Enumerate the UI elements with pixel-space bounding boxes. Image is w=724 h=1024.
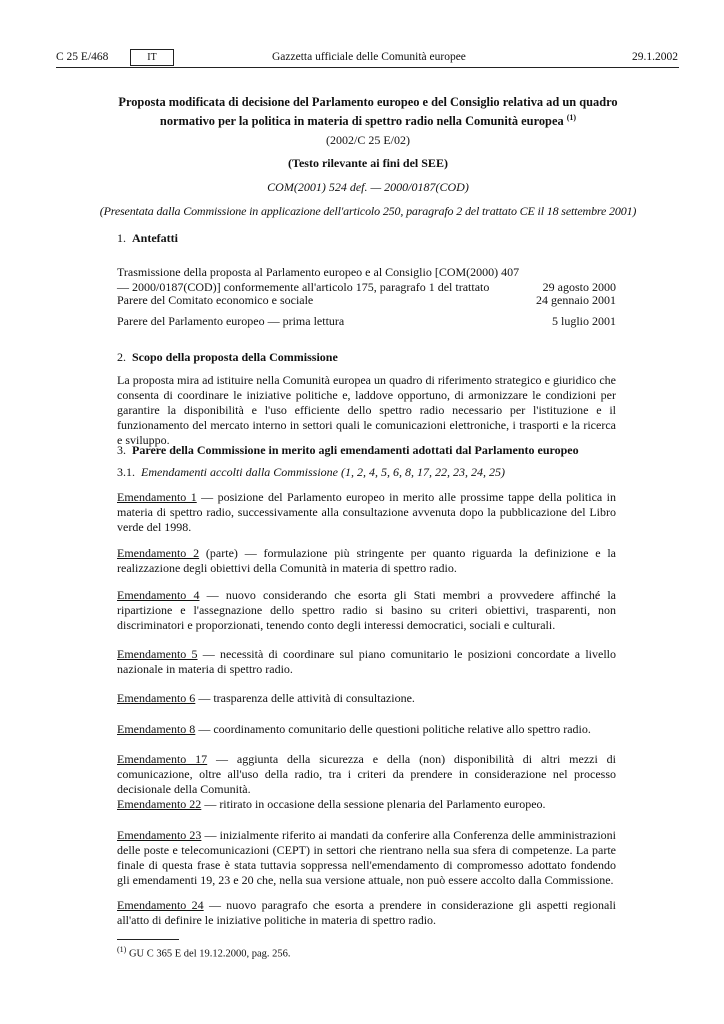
- amendment-label: Emendamento 8: [117, 722, 196, 736]
- amendment-item: Emendamento 23 — inizialmente riferito ai mandati da conferire alla Conferenza delle amministrazioni delle poste e telecomunicazioni (CEPT) in settori che rientrano nella sua sfera di competenze. La parte finale di questa frase è stata tuttavia soppressa nell'emendamento di compromesso adottato fondendo gli emendamenti 19, 23 e 20 che, nella sua versione attuale, non può essere accolto dalla Commissione.: [117, 828, 617, 887]
- document-number: (2002/C 25 E/02): [326, 133, 410, 147]
- amendment-label: Emendamento 24: [117, 898, 204, 912]
- amendment-item: Emendamento 17 — aggiunta della sicurezza e della (non) disponibilità di altri mezzi di comunicazione, oltre all'uso della radio, tra i criteri da prendere in considerazione nel processo decisionale della Comunità.: [117, 752, 616, 796]
- section-2-heading: 2. Scopo della proposta della Commissione: [117, 350, 338, 364]
- procedure-row: Parere del Comitato economico e sociale 24 gennaio 2001: [117, 293, 616, 307]
- amendment-label: Emendamento 6: [117, 691, 196, 705]
- amendment-label: Emendamento 1: [117, 490, 197, 504]
- section-1-heading: 1. Antefatti: [117, 231, 178, 245]
- amendment-label: Emendamento 4: [117, 588, 200, 602]
- section-3-heading: 3. Parere della Commissione in merito agli emendamenti adottati dal Parlamento europeo: [117, 443, 579, 457]
- journal-title: Gazzetta ufficiale delle Comunità europee: [272, 51, 466, 63]
- footnote-rule: [117, 939, 179, 940]
- amendment-item: Emendamento 24 — nuovo paragrafo che esorta a prendere in considerazione gli aspetti regionali all'atto di definire le iniziative politiche in materia di spettro radio.: [117, 898, 617, 927]
- amendment-label: Emendamento 2: [117, 546, 200, 560]
- amendment-item: Emendamento 1 — posizione del Parlamento europeo in merito alle prossime tappe della politica in materia di spettro radio, successivamente alla consultazione avvenuta dopo la pubblicazione del Libro verde del 1998.: [117, 490, 617, 534]
- amendment-item: Emendamento 4 — nuovo considerando che esorta gli Stati membri a provvedere affinché la ripartizione e l'assegnazione dello spettro radio si basino su criteri obiettivi, trasparenti, non discriminatori e proporzionati, tenendo conto degli interessi democratici, sociali e culturali.: [117, 588, 617, 632]
- subsection-heading: 3.1. Emendamenti accolti dalla Commissione (1, 2, 4, 5, 6, 8, 17, 22, 23, 24, 25): [117, 465, 505, 479]
- amendment-label: Emendamento 22: [117, 797, 202, 811]
- section-2-text: La proposta mira ad istituire nella Comunità europea un quadro di riferimento strategico e giuridico che consenta di coordinare le iniziative politiche e, laddove opportuno, di armonizzare le condizioni per garantire la disponibilità e l'uso efficiente dello spettro radio necessario per l'istituzione e il funzionamento del mercato interno in settori quali le comunicazioni elettroniche, i trasporti e la ricerca e sviluppo.: [117, 373, 616, 447]
- amendment-label: Emendamento 23: [117, 828, 202, 842]
- title-line-2: normativo per la politica in materia di spettro radio nella Comunità europea $^{(1)}$: [159, 113, 577, 129]
- procedure-row: Trasmissione della proposta al Parlamento europeo e al Consiglio [COM(2000) 407 — 2000/0187(COD)] conformemente all'articolo 175, paragrafo 1 del trattato 29 agosto 2000: [117, 265, 616, 294]
- amendment-label: Emendamento 5: [117, 647, 198, 661]
- procedure-row: Parere del Parlamento europeo — prima lettura 5 luglio 2001: [117, 314, 616, 328]
- eea-relevance: (Testo rilevante ai fini del SEE): [288, 156, 448, 170]
- header-rule: [56, 67, 679, 68]
- amendment-item: Emendamento 8 — coordinamento comunitario delle questioni politiche relative allo spettro radio.: [117, 722, 591, 736]
- footnote-ref[interactable]: (1): [566, 113, 577, 122]
- amendment-item: Emendamento 22 — ritirato in occasione della sessione plenaria del Parlamento europeo.: [117, 797, 546, 811]
- amendment-item: Emendamento 2 (parte) — formulazione più stringente per quanto riguarda la definizione e la realizzazione degli obiettivi della Comunità in materia di spettro radio.: [117, 546, 617, 575]
- journal-date: 29.1.2002: [632, 51, 678, 63]
- amendment-item: Emendamento 5 — necessità di coordinare sul piano comunitario le posizioni concordate a livello nazionale in materia di spettro radio.: [117, 647, 616, 676]
- amendment-item: Emendamento 6 — trasparenza delle attività di consultazione.: [117, 691, 415, 705]
- title-line-1: Proposta modificata di decisione del Parlamento europeo e del Consiglio relativa ad un quadro: [118, 95, 618, 109]
- journal-reference: C 25 E/468: [56, 51, 109, 63]
- presentation-note: (Presentata dalla Commissione in applicazione dell'articolo 250, paragrafo 2 del trattato CE il 18 settembre 2001): [99, 204, 637, 218]
- amendment-label: Emendamento 17: [117, 752, 208, 766]
- footnote-mark: (1): [117, 945, 127, 954]
- footnote: $^{(1)}$ GU C 365 E del 19.12.2000, pag. 256.: [117, 945, 291, 960]
- com-reference: COM(2001) 524 def. — 2000/0187(COD): [267, 180, 469, 194]
- document-title: [90, 95, 646, 129]
- language-box: IT: [130, 49, 174, 66]
